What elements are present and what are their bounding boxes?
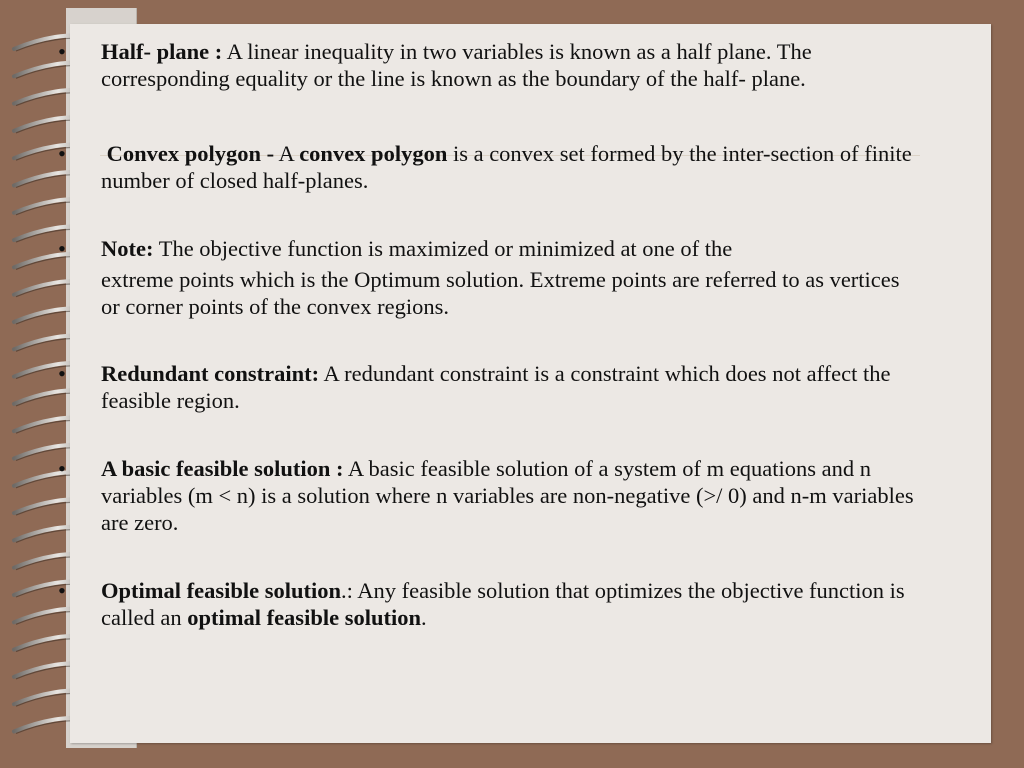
list-item <box>55 235 915 320</box>
term: A basic feasible solution : <box>101 456 344 481</box>
item-text <box>101 140 915 194</box>
term: Convex polygon - <box>106 141 275 166</box>
connector: .: Any feasible solution that optimizes the objective function is called an <box>101 578 905 630</box>
description: . <box>420 605 427 630</box>
item-text <box>101 360 915 414</box>
bullet: • <box>58 141 66 166</box>
bullet: • <box>58 361 66 386</box>
term: Redundant constraint: <box>101 361 320 386</box>
term: Note: <box>101 236 154 261</box>
bullet: • <box>58 39 66 64</box>
description-line1: The objective function is maximized or minimized at one of the <box>153 236 733 261</box>
description: A basic feasible solution of a system of m equations and n variables (m < n) is a solution where n variables are non-negative (>/ 0) and n-m variables are zero. <box>101 456 914 535</box>
list-item <box>55 140 915 194</box>
item-text <box>101 38 915 92</box>
list-item <box>55 577 915 631</box>
connector: A <box>274 141 300 166</box>
bullet: • <box>58 236 66 261</box>
bullet: • <box>58 578 66 603</box>
list-item <box>55 360 915 414</box>
bullet: • <box>58 456 66 481</box>
description: A linear inequality in two variables is known as a half plane. The corresponding equality or the line is known as the boundary of the half- plane. <box>101 39 812 91</box>
term-emphasis: optimal feasible solution <box>187 605 421 630</box>
item-text <box>101 235 915 320</box>
term-emphasis: convex polygon <box>299 141 448 166</box>
list-item <box>55 38 915 92</box>
description: A redundant constraint is a constraint which does not affect the feasible region. <box>101 361 891 413</box>
description: is a convex set formed by the inter-section of finite number of closed half-planes. <box>101 141 912 193</box>
term: Half- plane : <box>101 39 223 64</box>
list-item <box>55 455 915 536</box>
bullet-list <box>55 38 915 631</box>
description-line2: extreme points which is the Optimum solution. Extreme points are referred to as vertices or corner points of the convex regions. <box>101 267 900 319</box>
item-text <box>101 577 915 631</box>
item-text <box>101 455 915 536</box>
term: Optimal feasible solution <box>101 578 342 603</box>
